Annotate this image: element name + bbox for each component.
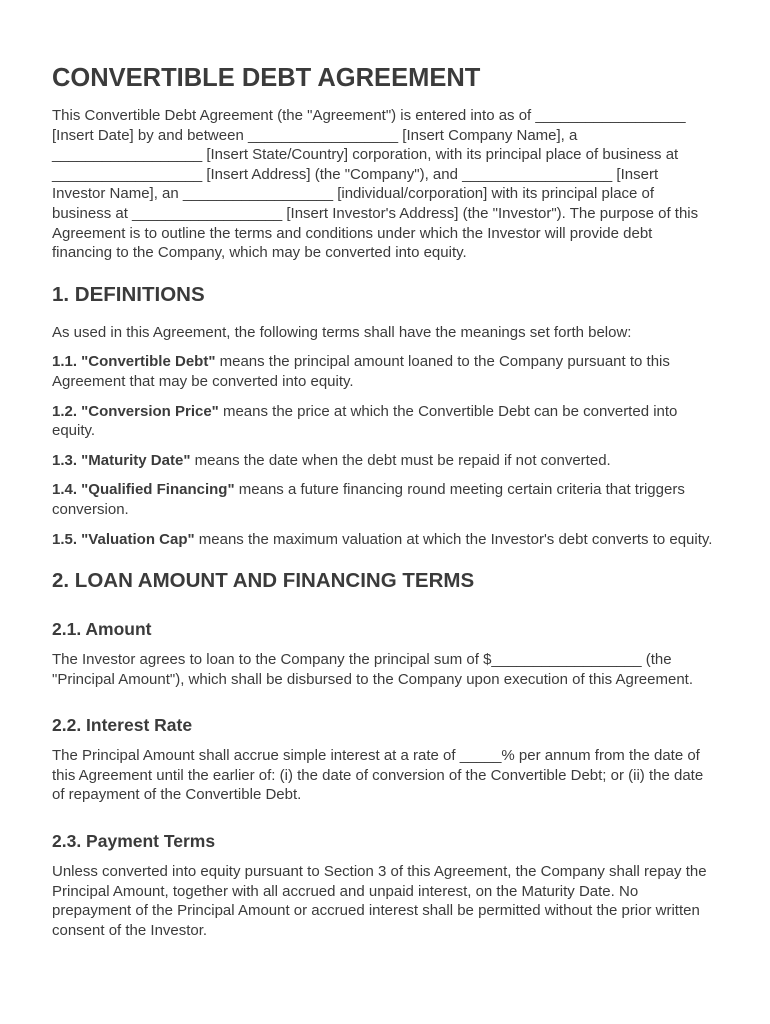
- definition-text: means a future financing round meeting certain criteria that triggers conversion.: [52, 481, 685, 518]
- definition-item-convertible-debt: [52, 352, 715, 391]
- definition-text: means the price at which the Convertible Debt can be converted into equity.: [52, 402, 678, 440]
- subsection-payment-terms-heading: 2.3. Payment Terms: [52, 831, 216, 852]
- definition-term: 1.5. "Valuation Cap": [52, 530, 195, 548]
- document-title: CONVERTIBLE DEBT AGREEMENT: [52, 64, 481, 92]
- definition-item-qualified-financing: [52, 480, 715, 519]
- definition-term: 1.1. "Convertible Debt": [52, 353, 216, 371]
- definitions-lead: As used in this Agreement, the following terms shall have the meanings set forth below:: [52, 323, 632, 341]
- definition-item-valuation-cap: [52, 530, 715, 550]
- subsection-amount-body: The Investor agrees to loan to the Company the principal sum of $__________________ (the "Principal Amount"), which shall be disbursed to the Company upon execution of this Agreement.: [52, 651, 694, 688]
- definition-term: 1.2. "Conversion Price": [52, 402, 219, 420]
- definition-item-conversion-price: [52, 402, 715, 441]
- definition-item-maturity-date: [52, 451, 715, 471]
- subsection-payment-terms-body: Unless converted into equity pursuant to Section 3 of this Agreement, the Company shall repay the Principal Amount, together with all accrued and unpaid interest, on the Maturity Date. No prepayment of the Principal Amount or accrued interest shall be permitted without the prior written consent of the Investor.: [52, 863, 707, 939]
- definition-term: 1.3. "Maturity Date": [52, 451, 191, 469]
- subsection-interest-rate-heading: 2.2. Interest Rate: [52, 715, 193, 736]
- subsection-amount-heading: 2.1. Amount: [52, 619, 152, 640]
- definition-text: means the principal amount loaned to the Company pursuant to this Agreement that may be converted into equity.: [52, 353, 670, 390]
- definition-term: 1.4. "Qualified Financing": [52, 481, 235, 499]
- definition-text: means the maximum valuation at which the Investor's debt converts to equity.: [194, 530, 713, 548]
- section-loan-heading: 2. LOAN AMOUNT AND FINANCING TERMS: [52, 569, 475, 593]
- intro-paragraph: This Convertible Debt Agreement (the "Agreement") is entered into as of __________________ [Insert Date] by and between __________________ [Insert Company Name], a __________________ [Insert State/Country] corporation, with its principal place of business at __________________ [Insert Address] (the "Company"), and __________________ [Insert Investor Name], an __________________ [individual/corporation] with its principal place of business at __________________ [Insert Investor's Address] (the "Investor"). The purpose of this Agreement is to outline the terms and conditions under which the Investor will provide debt financing to the Company, which may be converted into equity.: [52, 107, 699, 262]
- definition-text: means the date when the debt must be repaid if not converted.: [190, 451, 611, 469]
- section-definitions-heading: 1. DEFINITIONS: [52, 282, 205, 306]
- subsection-interest-rate-body: The Principal Amount shall accrue simple interest at a rate of _____% per annum from the date of this Agreement until the earlier of: (i) the date of conversion of the Convertible Debt; or (ii) the date of repayment of the Convertible Debt.: [52, 747, 704, 804]
